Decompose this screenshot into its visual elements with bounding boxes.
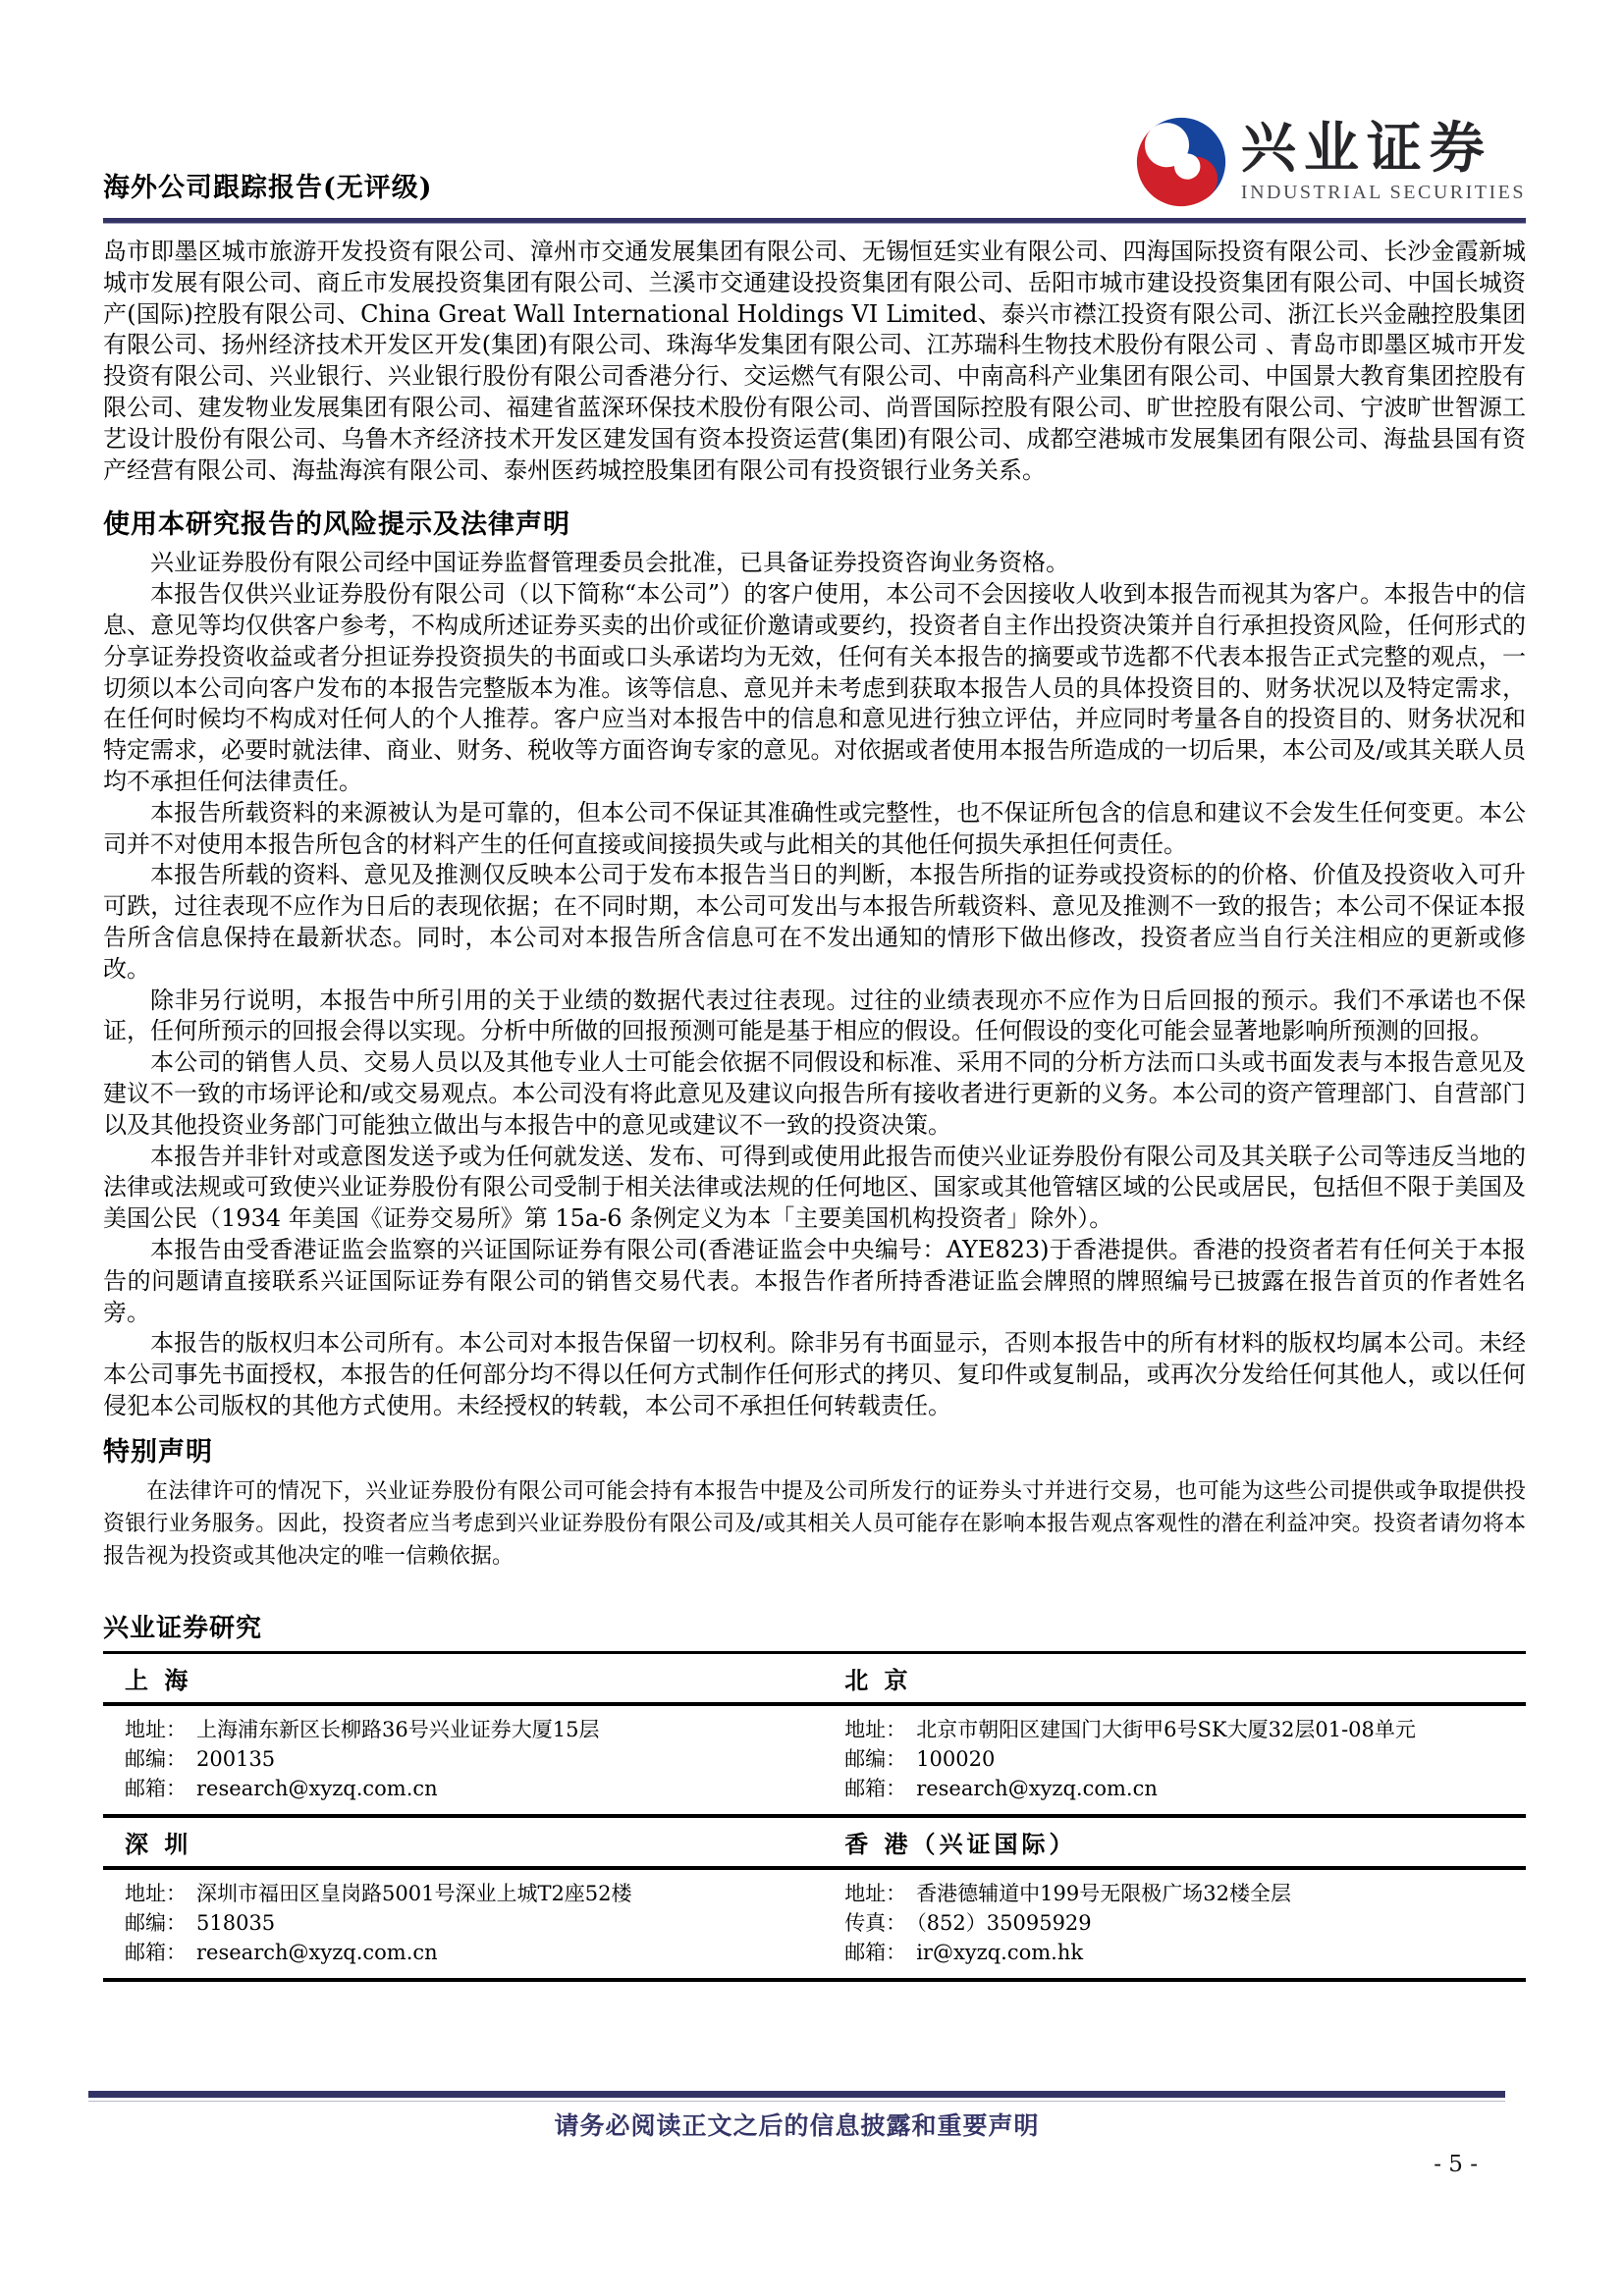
- field-label: 邮箱：: [844, 1940, 907, 1964]
- office-email-line: [125, 1938, 823, 1967]
- logo-swirl-icon: [1135, 116, 1227, 208]
- risk-paragraph: 本公司的销售人员、交易人员以及其他专业人士可能会依据不同假设和标准、采用不同的分析方法而口头或书面发表与本报告意见及建议不一致的市场评论和/或交易观点。本公司没有将此意见及建议向报告所有接收者进行更新的义务。本公司的资产管理部门、自营部门以及其他投资业务部门可能独立做出与本报告中的意见或建议不一致的投资决策。: [103, 1048, 1526, 1139]
- field-value: 上海浦东新区长柳路36号兴业证券大厦15层: [196, 1717, 600, 1741]
- special-statement-heading: 特别声明: [103, 1436, 213, 1468]
- risk-paragraph: 本报告所载资料的来源被认为是可靠的，但本公司不保证其准确性或完整性，也不保证所包含的信息和建议不会发生任何变更。本公司并不对使用本报告所包含的材料产生的任何直接或间接损失或与此相关的其他任何损失承担任何责任。: [103, 798, 1526, 858]
- research-contacts-section: [103, 1608, 1526, 1982]
- risk-paragraph: 除非另行说明，本报告中所引用的关于业绩的数据代表过往表现。过往的业绩表现亦不应作为日后回报的预示。我们不承诺也不保证，任何所预示的回报会得以实现。分析中所做的回报预测可能是基于相应的假设。任何假设的变化可能会显著地影响所预测的回报。: [103, 986, 1526, 1045]
- risk-paragraph: 本报告所载的资料、意见及推测仅反映本公司于发布本报告当日的判断，本报告所指的证券或投资标的的价格、价值及投资收入可升可跌，过往表现不应作为日后的表现依据；在不同时期，本公司可发出与本报告所载资料、意见及推测不一致的报告；本公司不保证本报告所含信息保持在最新状态。同时，本公司对本报告所含信息可在不发出通知的情形下做出修改，投资者应当自行关注相应的更新或修改。: [103, 861, 1526, 983]
- intro-paragraph: 岛市即墨区城市旅游开发投资有限公司、漳州市交通发展集团有限公司、无锡恒廷实业有限公司、四海国际投资有限公司、长沙金霞新城城市发展有限公司、商丘市发展投资集团有限公司、兰溪市交通建设投资集团有限公司、岳阳市城市建设投资集团有限公司、中国长城资产(国际)控股有限公司、China Great Wall International Holdings VI Limited、泰兴市襟江投资有限公司、浙江长兴金融控股集团有限公司、扬州经济技术开发区开发(集团)有限公司、珠海华发集团有限公司、江苏瑞科生物技术股份有限公司 、青岛市即墨区城市开发投资有限公司、兴业银行、兴业银行股份有限公司香港分行、交运燃气有限公司、中南高科产业集团有限公司、中国景大教育集团控股有限公司、建发物业发展集团有限公司、福建省蓝深环保技术股份有限公司、尚晋国际控股有限公司、旷世控股有限公司、宁波旷世智源工艺设计股份有限公司、乌鲁木齐经济技术开发区建发国有资本投资运营(集团)有限公司、成都空港城市发展集团有限公司、海盐县国有资产经营有限公司、海盐海滨有限公司、泰州医药城控股集团有限公司有投资银行业务关系。: [103, 238, 1526, 484]
- risk-section-heading: 使用本研究报告的风险提示及法律声明: [103, 509, 570, 541]
- field-label: 地址：: [844, 1881, 907, 1905]
- office-fax-line: [844, 1908, 1526, 1938]
- page-header: [103, 110, 1526, 208]
- office-shenzhen-details: [103, 1870, 823, 1978]
- office-header-row: [103, 1818, 1526, 1866]
- office-name-beijing: 北 京: [844, 1665, 912, 1694]
- field-label: 邮编：: [125, 1910, 187, 1935]
- report-type-title: 海外公司跟踪报告(无评级): [103, 173, 433, 203]
- page-number: - 5 -: [1434, 2152, 1478, 2177]
- field-label: 邮箱：: [125, 1776, 187, 1800]
- risk-paragraph: 本报告的版权归本公司所有。本公司对本报告保留一切权利。除非另有书面显示，否则本报告中的所有材料的版权均属本公司。未经本公司事先书面授权，本报告的任何部分均不得以任何方式制作任何形式的拷贝、复印件或复制品，或再次分发给任何其他人，或以任何侵犯本公司版权的其他方式使用。未经授权的转载，本公司不承担任何转载责任。: [103, 1329, 1526, 1419]
- field-label: 地址：: [125, 1881, 187, 1905]
- field-value: 香港德辅道中199号无限极广场32楼全层: [916, 1881, 1291, 1905]
- office-zip-line: [125, 1908, 823, 1938]
- office-beijing-details: [823, 1706, 1526, 1814]
- risk-paragraph: 兴业证券股份有限公司经中国证券监督管理委员会批准，已具备证券投资咨询业务资格。: [150, 549, 1069, 577]
- footer-divider-bar: [88, 2091, 1505, 2098]
- logo-english-name: INDUSTRIAL SECURITIES: [1240, 182, 1526, 203]
- field-value: 深圳市福田区皇岗路5001号深业上城T2座52楼: [196, 1881, 632, 1905]
- office-name-shanghai: 上 海: [125, 1665, 192, 1694]
- page-footer: [88, 2091, 1505, 2177]
- footer-disclosure-notice: 请务必阅读正文之后的信息披露和重要声明: [554, 2111, 1040, 2140]
- header-divider: [103, 218, 1526, 224]
- field-value: research@xyzq.com.cn: [196, 1940, 438, 1964]
- field-value: research@xyzq.com.cn: [196, 1776, 438, 1800]
- office-address-line: [125, 1715, 823, 1744]
- office-zip-line: [125, 1744, 823, 1774]
- field-value: 518035: [196, 1910, 276, 1935]
- risk-paragraph: 本报告仅供兴业证券股份有限公司（以下简称“本公司”）的客户使用，本公司不会因接收人收到本报告而视其为客户。本报告中的信息、意见等均仅供客户参考，不构成所述证券买卖的出价或征价邀请或要约，投资者自主作出投资决策并自行承担投资风险，任何形式的分享证券投资收益或者分担证券投资损失的书面或口头承诺均为无效，任何有关本报告的摘要或节选都不代表本报告正式完整的观点，一切须以本公司向客户发布的本报告完整版本为准。该等信息、意见并未考虑到获取本报告人员的具体投资目的、财务状况以及特定需求，在任何时候均不构成对任何人的个人推荐。客户应当对本报告中的信息和意见进行独立评估，并应同时考量各自的投资目的、财务状况和特定需求，必要时就法律、商业、财务、税收等方面咨询专家的意见。对依据或者使用本报告所造成的一切后果，本公司及/或其关联人员均不承担任何法律责任。: [103, 580, 1526, 795]
- research-section-heading: 兴业证券研究: [103, 1613, 263, 1643]
- field-label: 邮编：: [125, 1746, 187, 1771]
- office-body-row: [103, 1870, 1526, 1978]
- field-value: research@xyzq.com.cn: [916, 1776, 1158, 1800]
- risk-paragraph: 本报告由受香港证监会监察的兴证国际证券有限公司(香港证监会中央编号：AYE823)于香港提供。香港的投资者若有任何关于本报告的问题请直接联系兴证国际证券有限公司的销售交易代表。本报告作者所持香港证监会牌照的牌照编号已披露在报告首页的作者姓名旁。: [103, 1235, 1526, 1326]
- office-address-line: [844, 1879, 1526, 1908]
- field-label: 地址：: [844, 1717, 907, 1741]
- office-address-line: [844, 1715, 1526, 1744]
- special-statement-paragraph: 在法律许可的情况下，兴业证券股份有限公司可能会持有本报告中提及公司所发行的证券头寸并进行交易，也可能为这些公司提供或争取提供投资银行业务服务。因此，投资者应当考虑到兴业证券股份有限公司及/或其相关人员可能存在影响本报告观点客观性的潜在利益冲突。投资者请勿将本报告视为投资或其他决定的唯一信赖依据。: [103, 1478, 1526, 1569]
- office-zip-line: [844, 1744, 1526, 1774]
- field-value: 北京市朝阳区建国门大街甲6号SK大厦32层01-08单元: [916, 1717, 1416, 1741]
- field-value: 100020: [916, 1746, 996, 1771]
- logo-chinese-name: 兴业证券: [1240, 117, 1492, 181]
- field-value: ir@xyzq.com.hk: [916, 1940, 1084, 1964]
- office-shanghai-details: [103, 1706, 823, 1814]
- field-label: 邮编：: [844, 1746, 907, 1771]
- office-name-hongkong: 香 港（兴证国际）: [844, 1829, 1077, 1858]
- field-label: 邮箱：: [125, 1940, 187, 1964]
- table-divider: [103, 1978, 1526, 1982]
- office-address-line: [125, 1879, 823, 1908]
- office-hongkong-details: [823, 1870, 1526, 1978]
- field-label: 地址：: [125, 1717, 187, 1741]
- field-value: 200135: [196, 1746, 276, 1771]
- office-body-row: [103, 1706, 1526, 1814]
- office-email-line: [125, 1774, 823, 1803]
- risk-paragraph: 本报告并非针对或意图发送予或为任何就发送、发布、可得到或使用此报告而使兴业证券股份有限公司及其关联子公司等违反当地的法律或法规或可致使兴业证券股份有限公司受制于相关法律或法规的任何地区、国家或其他管辖区域的公民或居民，包括但不限于美国及美国公民（1934 年美国《证券交易所》第 15a-6 条例定义为本「主要美国机构投资者」除外）。: [103, 1142, 1526, 1233]
- company-logo: [1135, 116, 1526, 208]
- office-email-line: [844, 1774, 1526, 1803]
- office-header-row: [103, 1654, 1526, 1702]
- logo-wordmark: [1240, 117, 1526, 203]
- footer-divider-thin: [88, 2101, 1505, 2102]
- office-email-line: [844, 1938, 1526, 1967]
- office-name-shenzhen: 深 圳: [125, 1829, 192, 1858]
- field-label: 传真：: [844, 1910, 907, 1935]
- field-value: （852）35095929: [916, 1910, 1092, 1935]
- field-label: 邮箱：: [844, 1776, 907, 1800]
